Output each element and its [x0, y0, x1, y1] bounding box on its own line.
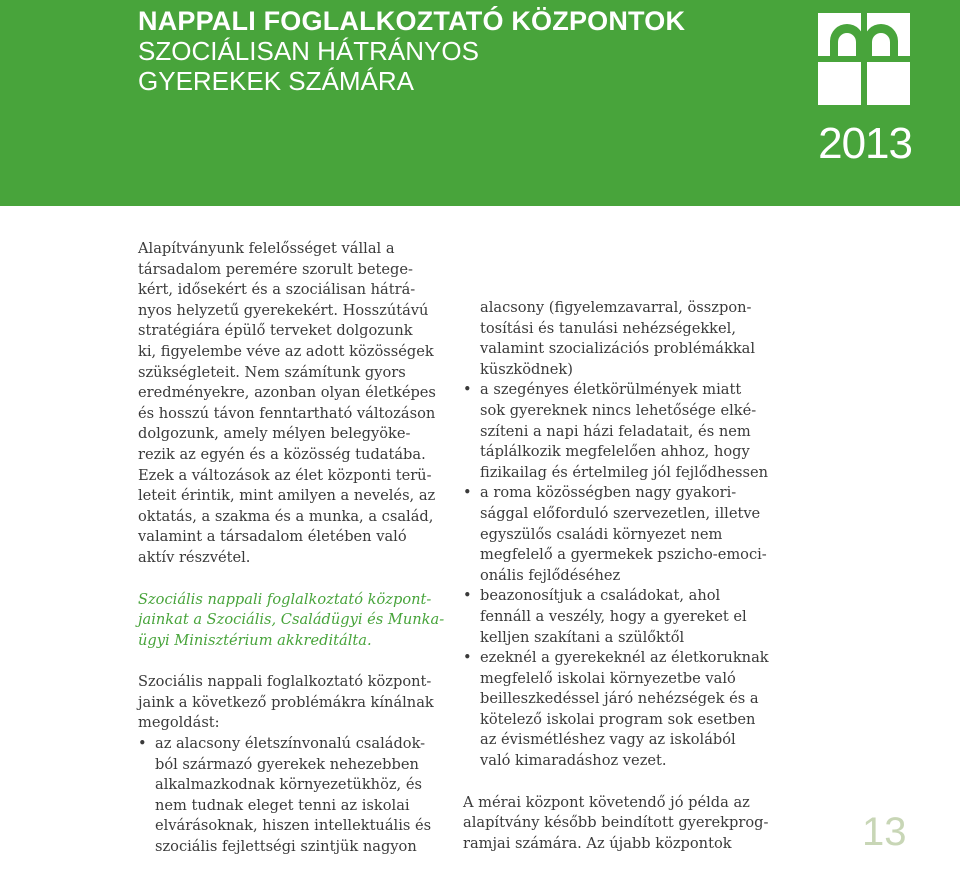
text-line: megoldást:: [138, 714, 220, 732]
text-line: Szociális nappali foglalkoztató központ-: [138, 590, 432, 608]
problem-list-continued: [463, 380, 793, 771]
text-line: valamint szocializációs problémákkal: [480, 340, 756, 358]
text-line: rezik az egyén és a közösség tudatába.: [138, 445, 426, 463]
problem-list: [138, 734, 458, 858]
bullet-icon: •: [463, 649, 472, 667]
text-line: az alacsony életszínvonalú családok-: [155, 735, 426, 753]
foundation-logo-icon: [816, 11, 912, 107]
text-line: szükségleteit. Nem számítunk gyors: [138, 363, 406, 381]
text-line: alkalmazkodnak környezetükhöz, és: [155, 776, 422, 794]
text-line: aktív részvétel.: [138, 548, 251, 566]
text-line: fennáll a veszély, hogy a gyereket el: [480, 607, 747, 625]
text-line: sággal előforduló szervezetlen, illetve: [480, 504, 761, 522]
text-line: alapítvány később beindított gyerekprog-: [463, 814, 769, 832]
year-label: 2013: [818, 119, 912, 168]
text-line: onális fejlődéséhez: [480, 566, 621, 584]
text-line: a szegényes életkörülmények miatt: [480, 381, 742, 399]
text-line: küszködnek): [480, 360, 573, 378]
text-line: nem tudnak eleget tenni az iskolai: [155, 796, 410, 814]
page-subtitle-line2: GYEREKEK SZÁMÁRA: [138, 66, 414, 96]
list-item: [138, 734, 458, 858]
text-line: megfelelő a gyermekek pszicho-emoci-: [480, 546, 767, 564]
text-line: beazonosítjuk a családokat, ahol: [480, 587, 721, 605]
text-line: szociális fejlettségi szintjük nagyon: [155, 838, 417, 856]
title-block: [138, 6, 685, 96]
list-item: [463, 380, 793, 483]
right-column: [463, 298, 793, 854]
text-line: Szociális nappali foglalkoztató központ-: [138, 673, 432, 691]
list-item: [463, 586, 793, 648]
text-line: táplálkozik megfelelően ahhoz, hogy: [480, 443, 750, 461]
text-line: ezeknél a gyerekeknél az életkoruknak: [480, 649, 769, 667]
text-line: és hosszú távon fenntartható változáson: [138, 404, 436, 422]
text-line: egyszülős családi környezet nem: [480, 525, 723, 543]
page-subtitle-line1: SZOCIÁLISAN HÁTRÁNYOS: [138, 36, 479, 66]
text-line: elvárásoknak, hiszen intellektuális és: [155, 817, 432, 835]
text-line: kelljen szakítani a szülőktől: [480, 628, 685, 646]
bullet-icon: •: [463, 381, 472, 399]
page-title: NAPPALI FOGLALKOZTATÓ KÖZPONTOK: [138, 6, 686, 36]
text-line: Alapítványunk felelősséget vállal a: [138, 240, 395, 257]
text-line: az évismétléshez vagy az iskolából: [480, 731, 736, 749]
text-line: tosítási és tanulási nehézségekkel,: [480, 319, 736, 337]
text-line: ügyi Minisztérium akkreditálta.: [138, 631, 372, 649]
list-item: [463, 648, 793, 772]
text-line: fizikailag és értelmileg jól fejlődhessen: [480, 463, 769, 481]
text-line: Ezek a változások az élet központi terü-: [138, 466, 432, 484]
text-line: dolgozunk, amely mélyen belegyöke-: [138, 425, 411, 443]
text-line: eredményekre, azonban olyan életképes: [138, 384, 436, 402]
text-line: szíteni a napi házi feladatait, és nem: [480, 422, 751, 440]
header-banner: [0, 0, 960, 206]
text-line: jainkat a Szociális, Családügyi és Munka-: [138, 611, 445, 629]
bullet-icon: •: [463, 587, 472, 605]
left-column: [138, 239, 458, 858]
text-line: valamint a társadalom életében való: [138, 528, 407, 546]
text-line: oktatás, a szakma és a munka, a család,: [138, 507, 434, 525]
text-line: a roma közösségben nagy gyakori-: [480, 484, 737, 502]
text-line: beilleszkedéssel járó nehézségek és a: [480, 690, 759, 708]
text-line: társadalom peremére szorult betege-: [138, 260, 413, 278]
solutions-paragraph: [138, 672, 458, 734]
page-number: 13: [862, 810, 907, 854]
text-line: leteit érintik, mint amilyen a nevelés, az: [138, 487, 436, 505]
accreditation-note: [138, 590, 458, 652]
text-line: sok gyereknek nincs lehetősége elké-: [480, 401, 757, 419]
text-line: jaink a következő problémákra kínálnak: [138, 693, 434, 711]
list-item: [463, 483, 793, 586]
text-line: ramjai számára. Az újabb központok: [463, 834, 732, 852]
text-line: kötelező iskolai program sok esetben: [480, 710, 756, 728]
text-line: megfelelő iskolai környezetbe való: [480, 669, 736, 687]
intro-paragraph: [138, 239, 458, 569]
bullet-continuation: [463, 298, 793, 380]
text-line: stratégiára épülő terveket dolgozunk: [138, 322, 413, 340]
text-line: való kimaradáshoz vezet.: [480, 752, 667, 770]
closing-paragraph: [463, 793, 793, 855]
text-line: ki, figyelembe véve az adott közösségek: [138, 342, 434, 360]
bullet-icon: •: [463, 484, 472, 502]
text-line: nyos helyzetű gyerekekért. Hosszútávú: [138, 301, 429, 319]
bullet-icon: •: [138, 735, 147, 753]
text-line: alacsony (figyelemzavarral, összpon-: [480, 299, 752, 316]
text-line: ból származó gyerekek nehezebben: [155, 755, 419, 773]
text-line: kért, idősekért és a szociálisan hátrá-: [138, 281, 416, 299]
text-line: A mérai központ követendő jó példa az: [463, 793, 750, 811]
